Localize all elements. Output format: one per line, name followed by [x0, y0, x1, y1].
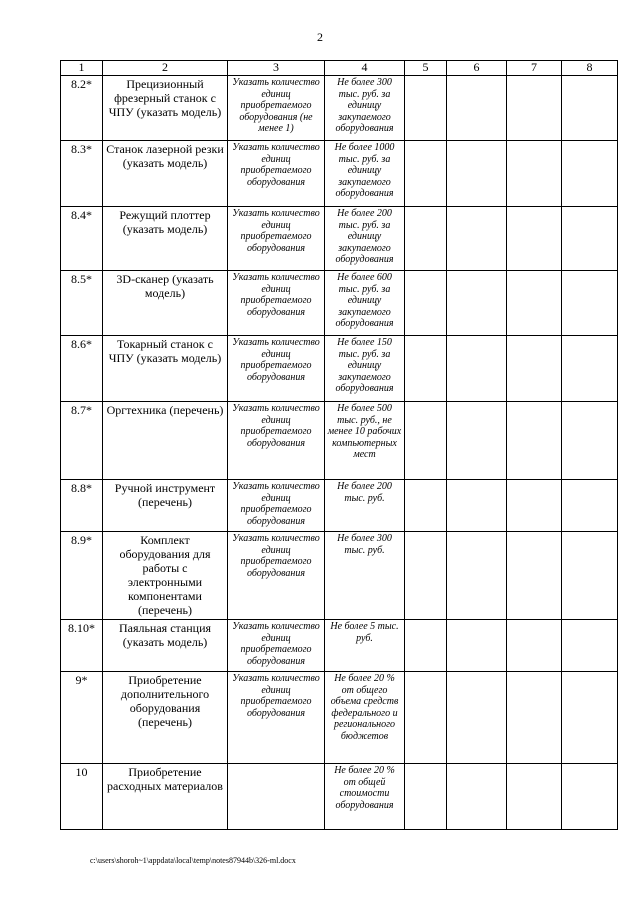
- empty-cell: [562, 764, 618, 830]
- empty-cell: [405, 141, 447, 207]
- row-quantity-note: Указать количество единиц приобретаемого оборудования (не менее 1): [228, 76, 325, 141]
- empty-cell: [447, 620, 507, 672]
- row-cost-limit: Не более 200 тыс. руб. за единицу закупаемого оборудования: [325, 207, 405, 271]
- table-header-row: [61, 61, 618, 76]
- table-row: [61, 207, 618, 271]
- row-number: 8.3*: [61, 141, 103, 207]
- row-cost-limit: Не более 300 тыс. руб. за единицу закупаемого оборудования: [325, 76, 405, 141]
- row-quantity-note: Указать количество единиц приобретаемого оборудования: [228, 532, 325, 620]
- row-cost-limit: Не более 5 тыс. руб.: [325, 620, 405, 672]
- row-name: Комплект оборудования для работы с электронными компонентами (перечень): [103, 532, 228, 620]
- empty-cell: [405, 620, 447, 672]
- header-cell: 8: [562, 61, 618, 76]
- empty-cell: [405, 532, 447, 620]
- empty-cell: [447, 402, 507, 480]
- empty-cell: [562, 76, 618, 141]
- empty-cell: [507, 76, 562, 141]
- empty-cell: [447, 207, 507, 271]
- table-row: [61, 271, 618, 336]
- table-row: [61, 480, 618, 532]
- header-cell: 2: [103, 61, 228, 76]
- row-quantity-note: Указать количество единиц приобретаемого оборудования: [228, 480, 325, 532]
- header-cell: 3: [228, 61, 325, 76]
- empty-cell: [562, 336, 618, 402]
- table-row: [61, 532, 618, 620]
- row-number: 9*: [61, 672, 103, 764]
- empty-cell: [405, 271, 447, 336]
- table-row: [61, 336, 618, 402]
- empty-cell: [447, 76, 507, 141]
- row-number: 8.9*: [61, 532, 103, 620]
- empty-cell: [507, 402, 562, 480]
- empty-cell: [507, 207, 562, 271]
- row-number: 8.2*: [61, 76, 103, 141]
- row-name: Станок лазерной резки (указать модель): [103, 141, 228, 207]
- row-cost-limit: Не более 20 % от общего объема средств федерального и регионального бюджетов: [325, 672, 405, 764]
- table-row: [61, 620, 618, 672]
- row-name: Приобретение дополнительного оборудования (перечень): [103, 672, 228, 764]
- table-row: [61, 402, 618, 480]
- empty-cell: [447, 532, 507, 620]
- row-number: 8.6*: [61, 336, 103, 402]
- empty-cell: [405, 76, 447, 141]
- row-name: Ручной инструмент (перечень): [103, 480, 228, 532]
- header-cell: 1: [61, 61, 103, 76]
- table-row: [61, 141, 618, 207]
- empty-cell: [447, 141, 507, 207]
- table-row: [61, 76, 618, 141]
- row-name: Приобретение расходных материалов: [103, 764, 228, 830]
- empty-cell: [507, 672, 562, 764]
- row-quantity-note: Указать количество единиц приобретаемого оборудования: [228, 620, 325, 672]
- empty-cell: [405, 480, 447, 532]
- row-cost-limit: Не более 300 тыс. руб.: [325, 532, 405, 620]
- empty-cell: [562, 271, 618, 336]
- row-number: 8.5*: [61, 271, 103, 336]
- header-cell: 6: [447, 61, 507, 76]
- row-name: Токарный станок с ЧПУ (указать модель): [103, 336, 228, 402]
- empty-cell: [405, 672, 447, 764]
- row-cost-limit: Не более 150 тыс. руб. за единицу закупаемого оборудования: [325, 336, 405, 402]
- row-name: Оргтехника (перечень): [103, 402, 228, 480]
- row-quantity-note: Указать количество единиц приобретаемого оборудования: [228, 207, 325, 271]
- header-cell: 5: [405, 61, 447, 76]
- empty-cell: [562, 141, 618, 207]
- empty-cell: [507, 480, 562, 532]
- empty-cell: [507, 141, 562, 207]
- row-quantity-note: Указать количество единиц приобретаемого оборудования: [228, 402, 325, 480]
- empty-cell: [562, 480, 618, 532]
- row-quantity-note: Указать количество единиц приобретаемого оборудования: [228, 336, 325, 402]
- header-cell: 4: [325, 61, 405, 76]
- row-number: 10: [61, 764, 103, 830]
- empty-cell: [507, 620, 562, 672]
- empty-cell: [562, 402, 618, 480]
- empty-cell: [447, 764, 507, 830]
- empty-cell: [562, 207, 618, 271]
- table-row: [61, 672, 618, 764]
- row-cost-limit: Не более 600 тыс. руб. за единицу закупаемого оборудования: [325, 271, 405, 336]
- equipment-table: [60, 60, 618, 830]
- empty-cell: [447, 672, 507, 764]
- empty-cell: [447, 336, 507, 402]
- empty-cell: [447, 480, 507, 532]
- row-name: Паяльная станция (указать модель): [103, 620, 228, 672]
- empty-cell: [447, 271, 507, 336]
- row-name: Прецизионный фрезерный станок с ЧПУ (указать модель): [103, 76, 228, 141]
- row-cost-limit: Не более 200 тыс. руб.: [325, 480, 405, 532]
- row-cost-limit: Не более 500 тыс. руб., не менее 10 рабочих компьютерных мест: [325, 402, 405, 480]
- row-number: 8.8*: [61, 480, 103, 532]
- empty-cell: [562, 532, 618, 620]
- empty-cell: [405, 336, 447, 402]
- row-name: 3D-сканер (указать модель): [103, 271, 228, 336]
- empty-cell: [507, 532, 562, 620]
- row-quantity-note: Указать количество единиц приобретаемого оборудования: [228, 141, 325, 207]
- row-number: 8.7*: [61, 402, 103, 480]
- empty-cell: [507, 271, 562, 336]
- row-cost-limit: Не более 1000 тыс. руб. за единицу закупаемого оборудования: [325, 141, 405, 207]
- row-cost-limit: Не более 20 % от общей стоимости оборудования: [325, 764, 405, 830]
- row-name: Режущий плоттер (указать модель): [103, 207, 228, 271]
- header-cell: 7: [507, 61, 562, 76]
- empty-cell: [405, 764, 447, 830]
- row-quantity-note: Указать количество единиц приобретаемого оборудования: [228, 271, 325, 336]
- empty-cell: [405, 402, 447, 480]
- row-quantity-note: Указать количество единиц приобретаемого оборудования: [228, 672, 325, 764]
- empty-cell: [507, 764, 562, 830]
- table-row: [61, 764, 618, 830]
- row-number: 8.10*: [61, 620, 103, 672]
- row-quantity-note: [228, 764, 325, 830]
- empty-cell: [507, 336, 562, 402]
- empty-cell: [562, 620, 618, 672]
- page-number: 2: [317, 30, 323, 44]
- footer-file-path: c:\users\shoroh~1\appdata\local\temp\notes87944b\326-ml.docx: [90, 856, 296, 865]
- empty-cell: [405, 207, 447, 271]
- empty-cell: [562, 672, 618, 764]
- row-number: 8.4*: [61, 207, 103, 271]
